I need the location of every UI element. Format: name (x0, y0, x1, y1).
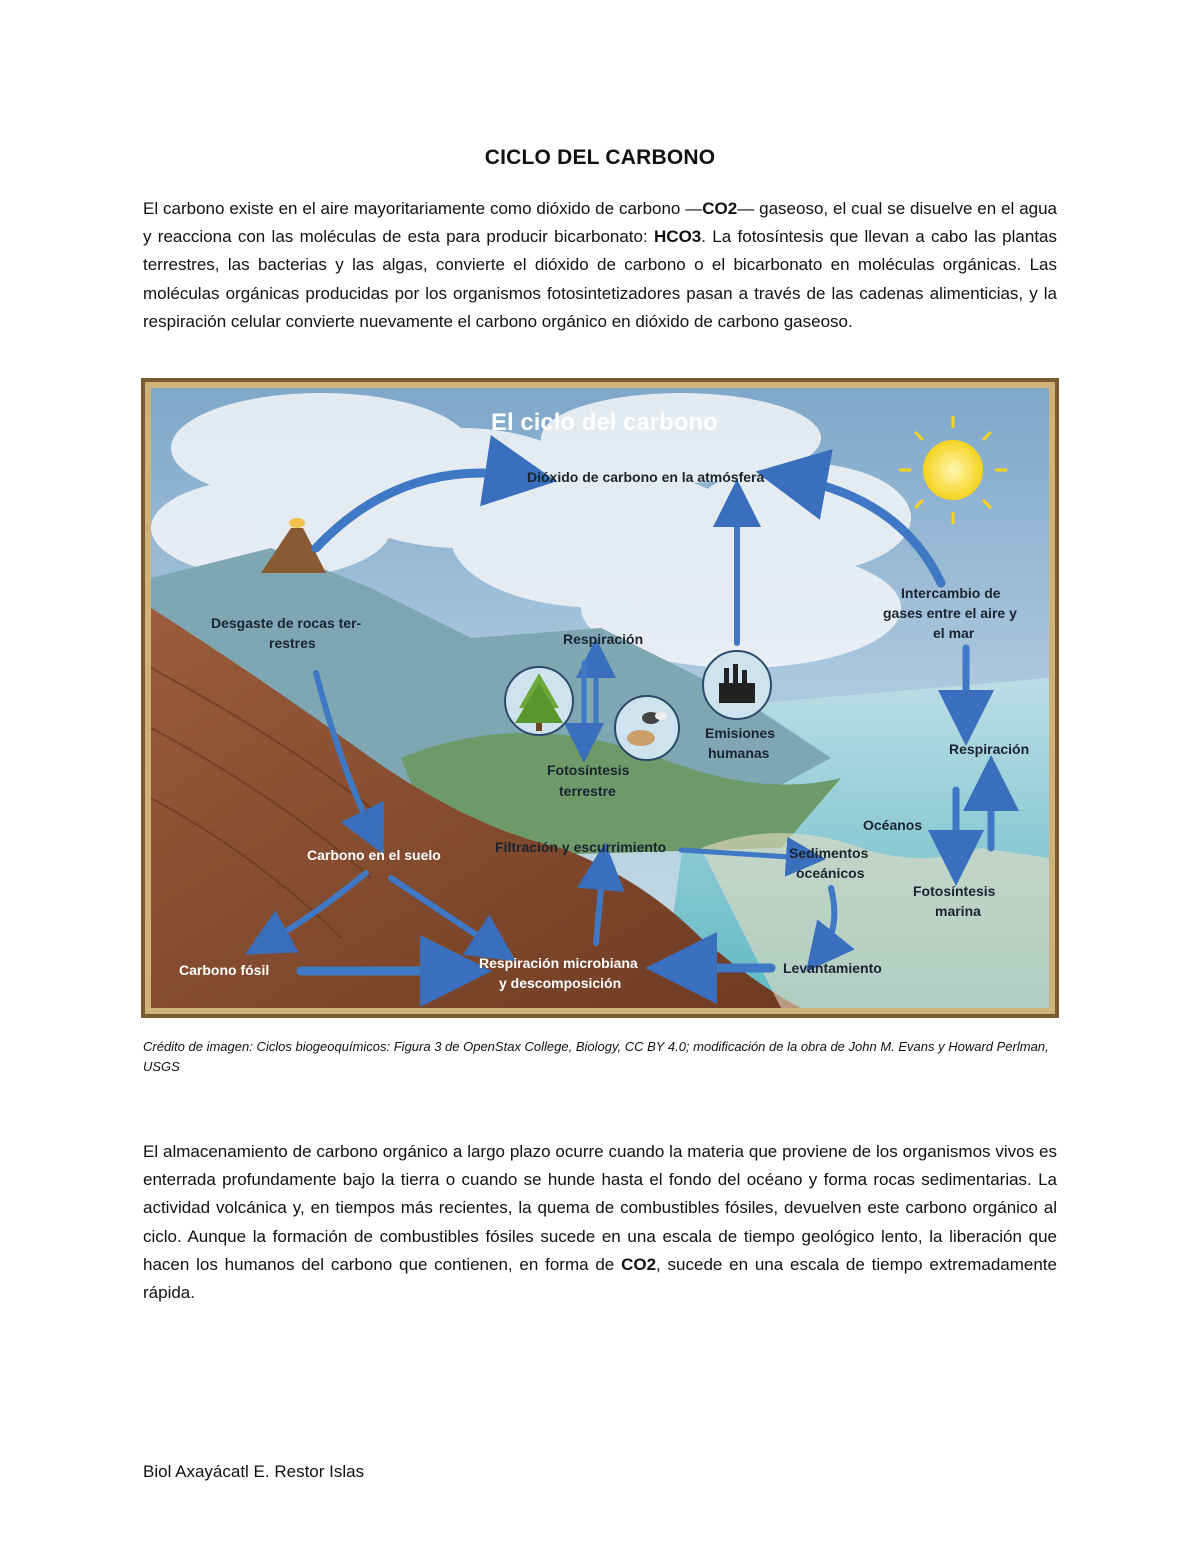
storage-text-2: , sucede en una escala de tiempo extremadamente rápida. (143, 1254, 1057, 1303)
intro-paragraph (143, 195, 1057, 336)
tree-icon (505, 667, 573, 735)
label-runoff: Filtración y escurrimiento (495, 839, 667, 855)
label-emissions-2: humanas (708, 745, 770, 761)
volcano-lava (289, 518, 305, 528)
label-gas-exchange-2: gases entre el aire y (883, 605, 1017, 621)
label-photosynthesis-marine-2: marina (935, 903, 981, 919)
label-gas-exchange: Intercambio de (901, 585, 1001, 601)
label-photosynthesis-land-2: terrestre (559, 783, 616, 799)
carbon-cycle-figure (141, 378, 1059, 1018)
label-atmosphere: Dióxido de carbono en la atmósfera (527, 469, 765, 485)
label-respiration-land: Respiración (563, 631, 644, 647)
factory-icon (703, 651, 771, 719)
label-emissions: Emisiones (705, 725, 776, 741)
intro-text-2: — gaseoso, el cual se disuelve en el agua y reacciona con las moléculas de esta para producir bicarbonato: (143, 199, 1058, 247)
label-sediments-2: oceánicos (796, 865, 865, 881)
storage-paragraph (143, 1138, 1057, 1307)
page-title: CICLO DEL CARBONO (484, 146, 716, 169)
storage-text-1: El almacenamiento de carbono orgánico a largo plazo ocurre cuando la materia que proviene de los organismos vivos es enterrada profundamente bajo la tierra o cuando se hunde hasta el fondo del océano y forma rocas sedimentarias. La actividad volcánica y, en tiempos más recientes, la quema de combustibles fósiles, devuelven este carbono orgánico al ciclo. Aunque la formación de combustibles fósiles sucede en una escala de tiempo geológico lento, la liberación que hacen los humanos del carbono que contienen, en forma de (143, 1142, 1057, 1274)
label-weathering: Desgaste de rocas ter- (211, 615, 362, 631)
co2-formula-2: CO2 (621, 1254, 657, 1274)
label-respiration-ocean: Respiración (949, 741, 1030, 757)
label-weathering-2: restres (269, 635, 316, 651)
label-gas-exchange-3: el mar (933, 625, 975, 641)
label-uplift: Levantamiento (783, 960, 882, 976)
label-sediments: Sedimentos (789, 845, 869, 861)
label-photosynthesis-marine: Fotosíntesis (913, 883, 996, 899)
author-footer: Biol Axayácatl E. Restor Islas (143, 1462, 365, 1481)
label-oceans: Océanos (863, 817, 923, 833)
label-microbial-2: y descomposición (499, 975, 622, 991)
animals-icon (615, 696, 679, 760)
intro-text-1: El carbono existe en el aire mayoritariamente como dióxido de carbono — (143, 199, 703, 218)
label-microbial: Respiración microbiana (479, 955, 638, 971)
label-soil-carbon: Carbono en el suelo (307, 847, 441, 863)
image-credit-caption: Crédito de imagen: Ciclos biogeoquímicos: Figura 3 de OpenStax College, Biology, CC BY 4.0; modificación de la obra de John M. Evans y Howard Perlman, USGS (143, 1039, 1049, 1074)
diagram-title: El ciclo del carbono (491, 409, 718, 436)
hco3-formula: HCO3 (654, 227, 702, 247)
intro-text-3: . La fotosíntesis que llevan a cabo las plantas terrestres, las bacterias y las algas, convierte el dióxido de carbono o el bicarbonato en moléculas orgánicas. Las moléculas orgánicas producidas por los organismos fotosintetizadores pasan a través de las cadenas alimenticias, y la respiración celular convierte nuevamente el carbono orgánico en dióxido de carbono gaseoso. (143, 227, 1058, 331)
label-photosynthesis-land: Fotosíntesis (547, 762, 630, 778)
co2-formula: CO2 (702, 199, 738, 218)
label-fossil-carbon: Carbono fósil (179, 962, 270, 978)
